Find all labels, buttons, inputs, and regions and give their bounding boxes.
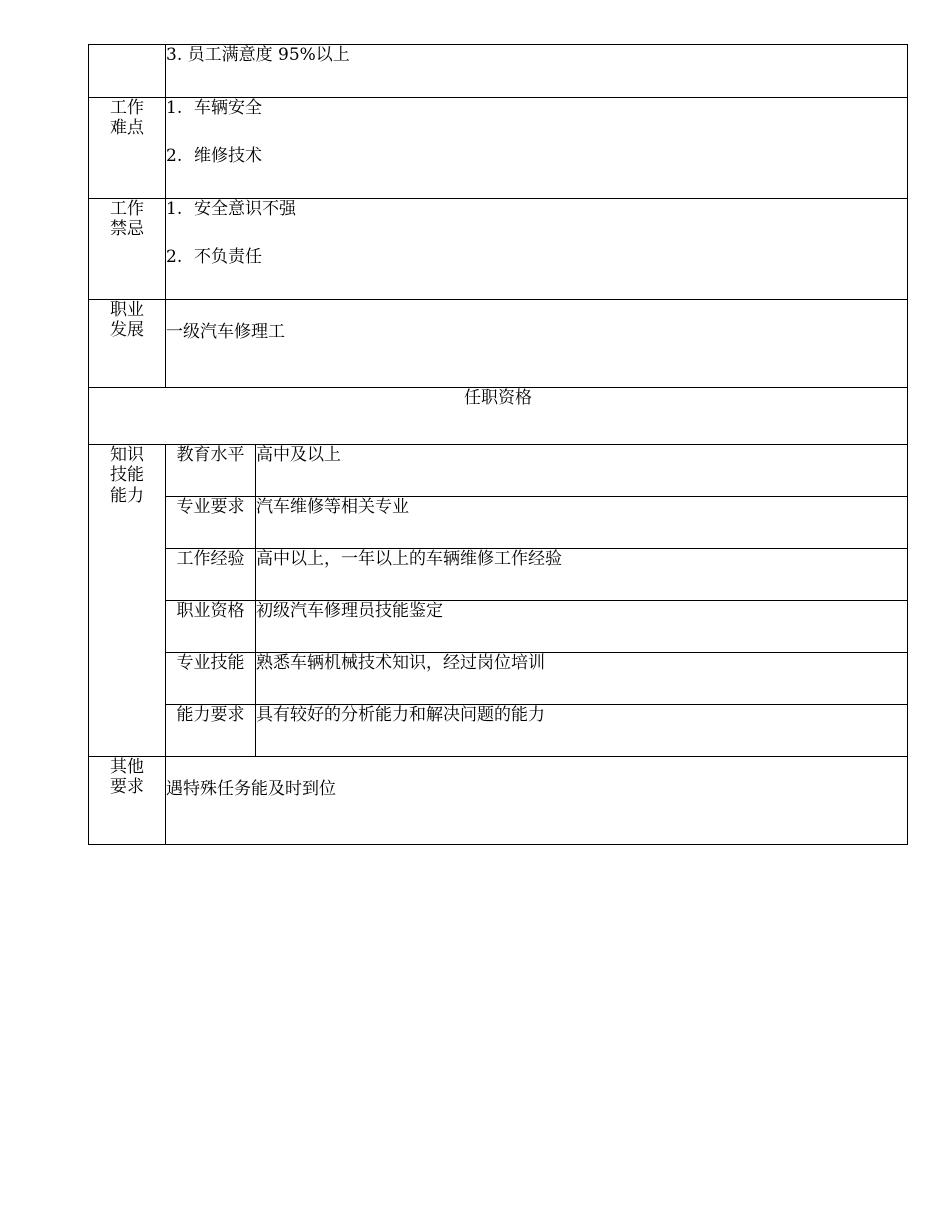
knowledge-skill-label: 知识技能能力 xyxy=(110,445,144,506)
taboo-content-cell xyxy=(166,199,908,300)
list-item: 2. 不负责任 xyxy=(166,247,262,268)
qualification-title-row xyxy=(89,388,908,445)
qualification-title: 任职资格 xyxy=(89,388,908,445)
list-item: 2. 维修技术 xyxy=(166,146,262,167)
other-label-cell xyxy=(89,757,166,845)
qualification-item-value: 初级汽车修理员技能鉴定 xyxy=(256,601,908,653)
qualification-item-label: 工作经验 xyxy=(166,549,256,601)
table-row xyxy=(89,705,908,757)
career-row xyxy=(89,300,908,388)
kpi-content-cell xyxy=(166,45,908,98)
other-row xyxy=(89,757,908,845)
career-label-cell xyxy=(89,300,166,388)
kpi-item: 3. 员工满意度 95%以上 xyxy=(166,45,350,65)
career-label: 职业发展 xyxy=(110,300,144,341)
qualification-item-value: 高中及以上 xyxy=(256,445,908,497)
difficulty-label: 工作难点 xyxy=(110,98,144,139)
table-row xyxy=(89,549,908,601)
career-text: 一级汽车修理工 xyxy=(166,322,285,342)
other-content-cell xyxy=(166,757,908,845)
qualification-item-label: 职业资格 xyxy=(166,601,256,653)
qualification-item-label: 能力要求 xyxy=(166,705,256,757)
kpi-label-cell xyxy=(89,45,166,98)
job-description-table xyxy=(88,44,908,845)
qualification-item-value: 熟悉车辆机械技术知识，经过岗位培训 xyxy=(256,653,908,705)
difficulty-label-cell xyxy=(89,98,166,199)
qualification-item-label: 教育水平 xyxy=(166,445,256,497)
qualification-item-value: 高中以上，一年以上的车辆维修工作经验 xyxy=(256,549,908,601)
qualification-item-label: 专业要求 xyxy=(166,497,256,549)
list-item: 1. 车辆安全 xyxy=(166,98,262,118)
career-content-cell xyxy=(166,300,908,388)
list-item: 1. 安全意识不强 xyxy=(166,199,296,219)
kpi-row xyxy=(89,45,908,98)
table-row xyxy=(89,445,908,497)
table-row xyxy=(89,497,908,549)
qualification-item-value: 具有较好的分析能力和解决问题的能力 xyxy=(256,705,908,757)
other-text: 遇特殊任务能及时到位 xyxy=(166,779,336,799)
qualification-item-value: 汽车维修等相关专业 xyxy=(256,497,908,549)
taboo-label-cell xyxy=(89,199,166,300)
difficulty-row xyxy=(89,98,908,199)
knowledge-skill-label-cell xyxy=(89,445,166,757)
taboo-row xyxy=(89,199,908,300)
other-label: 其他要求 xyxy=(110,757,144,798)
table-row xyxy=(89,601,908,653)
qualification-item-label: 专业技能 xyxy=(166,653,256,705)
difficulty-content-cell xyxy=(166,98,908,199)
table-row xyxy=(89,653,908,705)
taboo-label: 工作禁忌 xyxy=(110,199,144,240)
